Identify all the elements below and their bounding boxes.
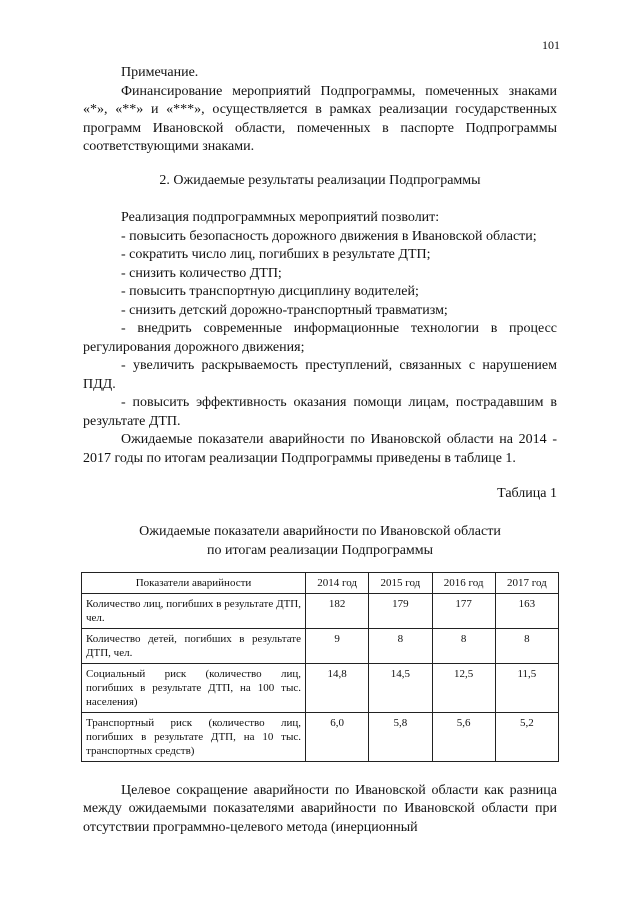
table-header-row (82, 572, 559, 593)
row-label: Количество детей, погибших в результате ДТП, чел. (82, 628, 306, 663)
table-cell: 14,8 (306, 663, 369, 712)
list-item: - снизить детский дорожно-транспортный травматизм; (121, 302, 448, 318)
table-row (82, 712, 559, 761)
table-cell: 12,5 (432, 663, 495, 712)
note-text: Финансирование мероприятий Подпрограммы, помеченных знаками «*», «**» и «***», осуществляется в рамках реализации государственных программ Ивановской области, помеченных в паспорте Подпрограммы соответствующими знаками. (83, 83, 557, 154)
table-cell: 11,5 (495, 663, 558, 712)
table-cell: 9 (306, 628, 369, 663)
table-cell: 163 (495, 593, 558, 628)
document-body (83, 64, 557, 837)
table-row (82, 628, 559, 663)
table-row (82, 593, 559, 628)
list-item: - увеличить раскрываемость преступлений, связанных с нарушением ПДД. (83, 358, 557, 392)
section-heading: 2. Ожидаемые результаты реализации Подпрограммы (159, 172, 481, 188)
expected-results-paragraph: Ожидаемые показатели аварийности по Ивановской области на 2014 - 2017 годы по итогам реализации Подпрограммы приведены в таблице 1. (83, 432, 557, 466)
row-label: Транспортный риск (количество лиц, погибших в результате ДТП, на 10 тыс. транспортных средств) (82, 712, 306, 761)
table-title-line1: Ожидаемые показатели аварийности по Ивановской области (139, 523, 501, 539)
table-title-line2: по итогам реализации Подпрограммы (206, 542, 434, 558)
list-item: - повысить транспортную дисциплину водителей; (121, 284, 419, 299)
closing-paragraph: Целевое сокращение аварийности по Ивановской области как разница между ожидаемыми показателями аварийности по Ивановской области при отсутствии программно-целевого метода (инерционный (83, 782, 557, 835)
list-item: - снизить количество ДТП; (121, 265, 282, 281)
row-label: Социальный риск (количество лиц, погибших в результате ДТП, на 100 тыс. населения) (82, 663, 306, 712)
column-header: 2017 год (495, 572, 558, 593)
table-title (83, 522, 557, 560)
table-cell: 8 (432, 628, 495, 663)
table-cell: 179 (369, 593, 432, 628)
list-item: - повысить эффективность оказания помощи лицам, пострадавшим в результате ДТП. (83, 395, 557, 429)
table-cell: 182 (306, 593, 369, 628)
table-cell: 6,0 (306, 712, 369, 761)
list-item: - повысить безопасность дорожного движения в Ивановской области; (121, 228, 537, 244)
column-header: 2016 год (432, 572, 495, 593)
table-cell: 8 (369, 628, 432, 663)
table-cell: 8 (495, 628, 558, 663)
column-header: Показатели аварийности (82, 572, 306, 593)
list-item: - сократить число лиц, погибших в результате ДТП; (121, 247, 431, 262)
table-label: Таблица 1 (497, 486, 557, 501)
column-header: 2014 год (306, 572, 369, 593)
note-label: Примечание. (121, 65, 199, 80)
section-intro: Реализация подпрограммных мероприятий позволит: (121, 210, 440, 225)
row-label: Количество лиц, погибших в результате ДТП, чел. (82, 593, 306, 628)
table-cell: 5,6 (432, 712, 495, 761)
table-row (82, 663, 559, 712)
page-number: 101 (542, 38, 560, 52)
column-header: 2015 год (369, 572, 432, 593)
table-cell: 14,5 (369, 663, 432, 712)
table-cell: 177 (432, 593, 495, 628)
accident-indicators-table (81, 572, 559, 762)
list-item: - внедрить современные информационные технологии в процесс регулирования дорожного движения; (83, 321, 557, 355)
table-cell: 5,8 (369, 712, 432, 761)
table-cell: 5,2 (495, 712, 558, 761)
